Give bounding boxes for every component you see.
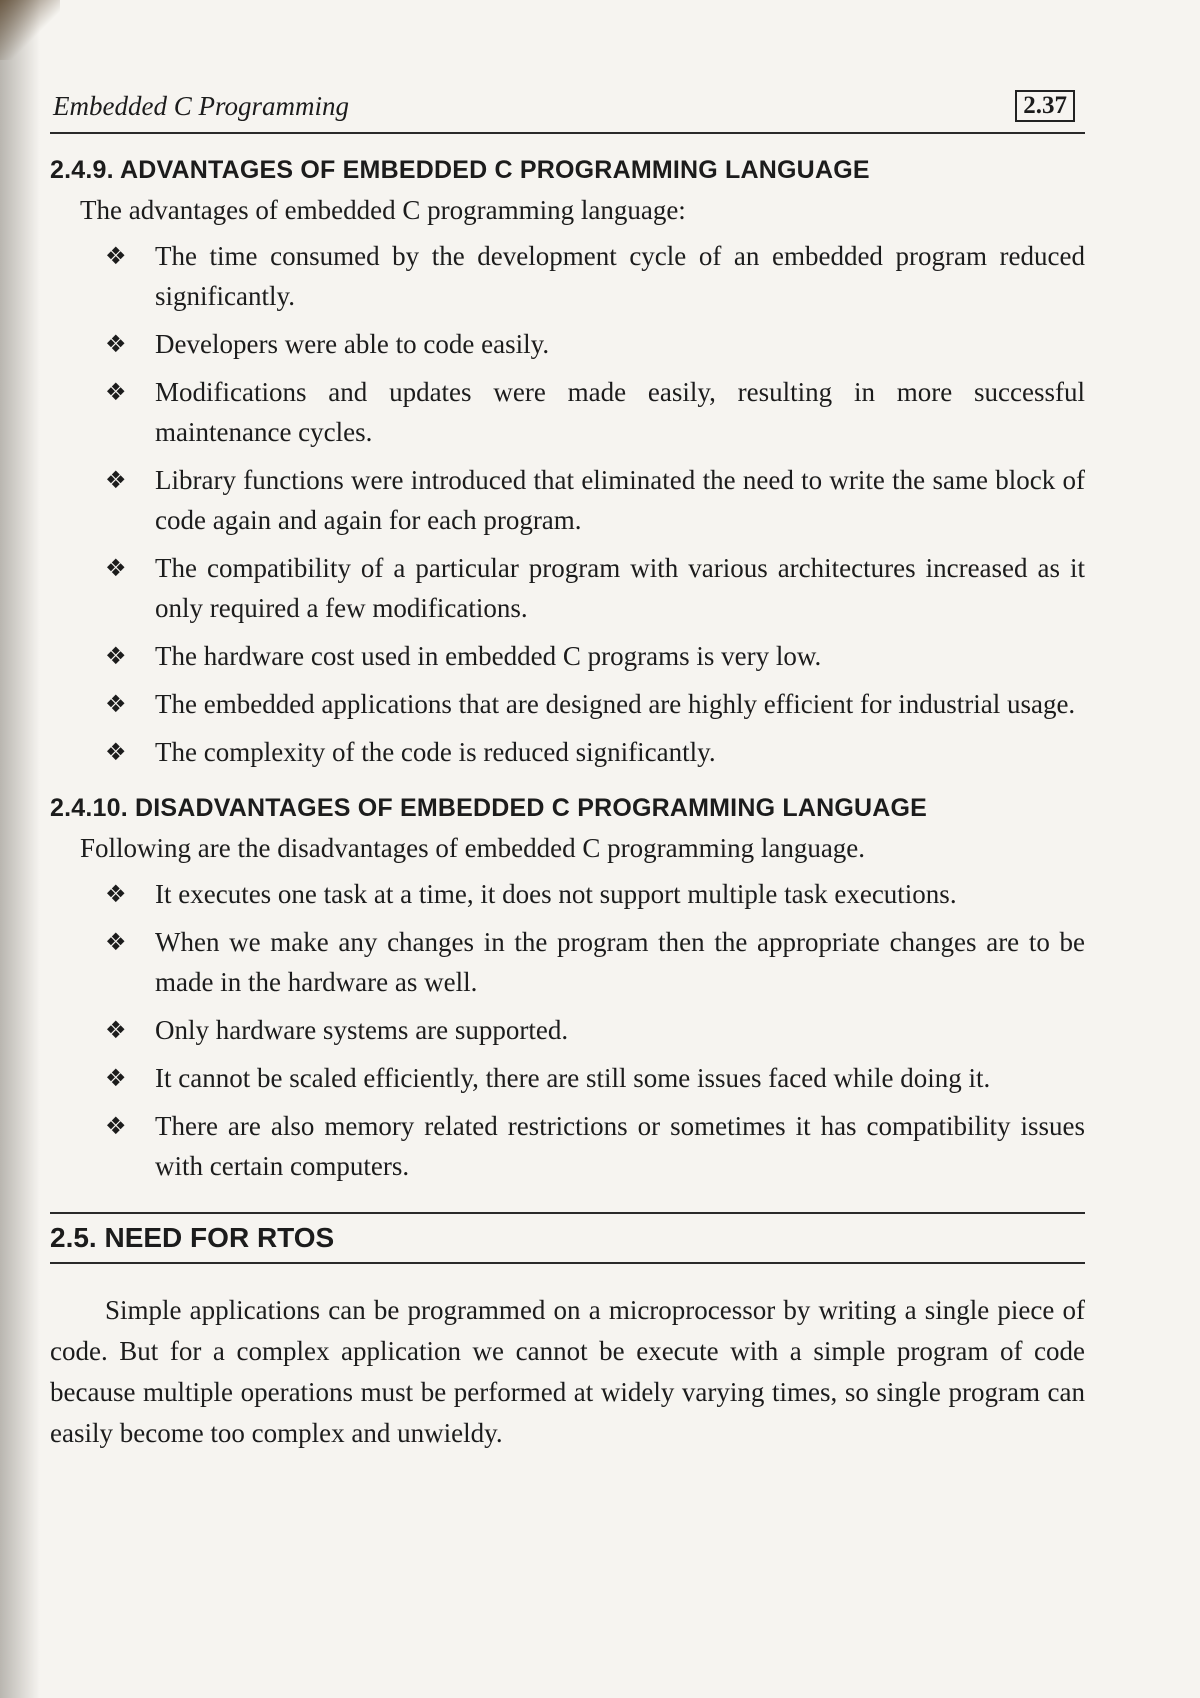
rtos-paragraph: Simple applications can be programmed on a microprocessor by writing a single piece of code. But for a complex application we cannot be execute with a simple program of code because multiple operations must be performed at widely varying times, so single program can easily become too complex and unwieldy. [50,1295,1085,1448]
list-item [105,236,1085,316]
list-item [105,1106,1085,1186]
list-item [105,548,1085,628]
heading-advantages: 2.4.9. ADVANTAGES OF EMBEDDED C PROGRAMMING LANGUAGE [50,156,870,184]
list-item [105,460,1085,540]
list-item-text: There are also memory related restrictions or sometimes it has compatibility issues with certain computers. [155,1111,1085,1181]
list-item-text: The complexity of the code is reduced significantly. [155,737,716,767]
heading-rtos: 2.5. NEED FOR RTOS [50,1222,335,1253]
list-advantages [50,236,1085,772]
list-item [105,1058,1085,1098]
list-item-text: Library functions were introduced that eliminated the need to write the same block of code again and again for each program. [155,465,1085,535]
list-item-text: Modifications and updates were made easily, resulting in more successful maintenance cycles. [155,377,1085,447]
diamond-bullet-icon: ❖ [105,928,127,956]
list-item-text: Developers were able to code easily. [155,329,550,359]
list-item [105,636,1085,676]
list-item [105,324,1085,364]
list-item-text: When we make any changes in the program then the appropriate changes are to be made in the hardware as well. [155,927,1085,997]
heading-disadvantages: 2.4.10. DISADVANTAGES OF EMBEDDED C PROGRAMMING LANGUAGE [50,794,928,822]
diamond-bullet-icon: ❖ [105,554,127,582]
diamond-bullet-icon: ❖ [105,378,127,406]
page-corner-shadow [0,0,60,60]
diamond-bullet-icon: ❖ [105,242,127,270]
page-content [50,90,1085,1454]
list-item [105,732,1085,772]
list-item-text: The time consumed by the development cycle of an embedded program reduced significantly. [155,241,1085,311]
list-item [105,372,1085,452]
diamond-bullet-icon: ❖ [105,466,127,494]
list-item-text: The hardware cost used in embedded C programs is very low. [155,641,822,671]
diamond-bullet-icon: ❖ [105,1016,127,1044]
list-item [105,684,1085,724]
diamond-bullet-icon: ❖ [105,1112,127,1140]
list-item-text: The embedded applications that are designed are highly efficient for industrial usage. [155,689,1076,719]
running-header [50,90,1085,134]
list-item [105,874,1085,914]
list-item [105,1010,1085,1050]
page-edge-shadow [0,0,40,1698]
list-disadvantages [50,874,1085,1186]
list-item-text: It cannot be scaled efficiently, there are still some issues faced while doing it. [155,1063,991,1093]
diamond-bullet-icon: ❖ [105,642,127,670]
intro-disadvantages: Following are the disadvantages of embedded C programming language. [80,833,866,863]
list-item [105,922,1085,1002]
list-item-text: Only hardware systems are supported. [155,1015,569,1045]
list-item-text: The compatibility of a particular program with various architectures increased as it only required a few modifications. [155,553,1085,623]
diamond-bullet-icon: ❖ [105,690,127,718]
list-item-text: It executes one task at a time, it does not support multiple task executions. [155,879,957,909]
diamond-bullet-icon: ❖ [105,1064,127,1092]
intro-advantages: The advantages of embedded C programming language: [80,195,686,225]
running-title: Embedded C Programming [53,91,349,121]
diamond-bullet-icon: ❖ [105,880,127,908]
page-number: 2.37 [1015,90,1075,122]
diamond-bullet-icon: ❖ [105,738,127,766]
rtos-heading-box [50,1212,1085,1264]
diamond-bullet-icon: ❖ [105,330,127,358]
